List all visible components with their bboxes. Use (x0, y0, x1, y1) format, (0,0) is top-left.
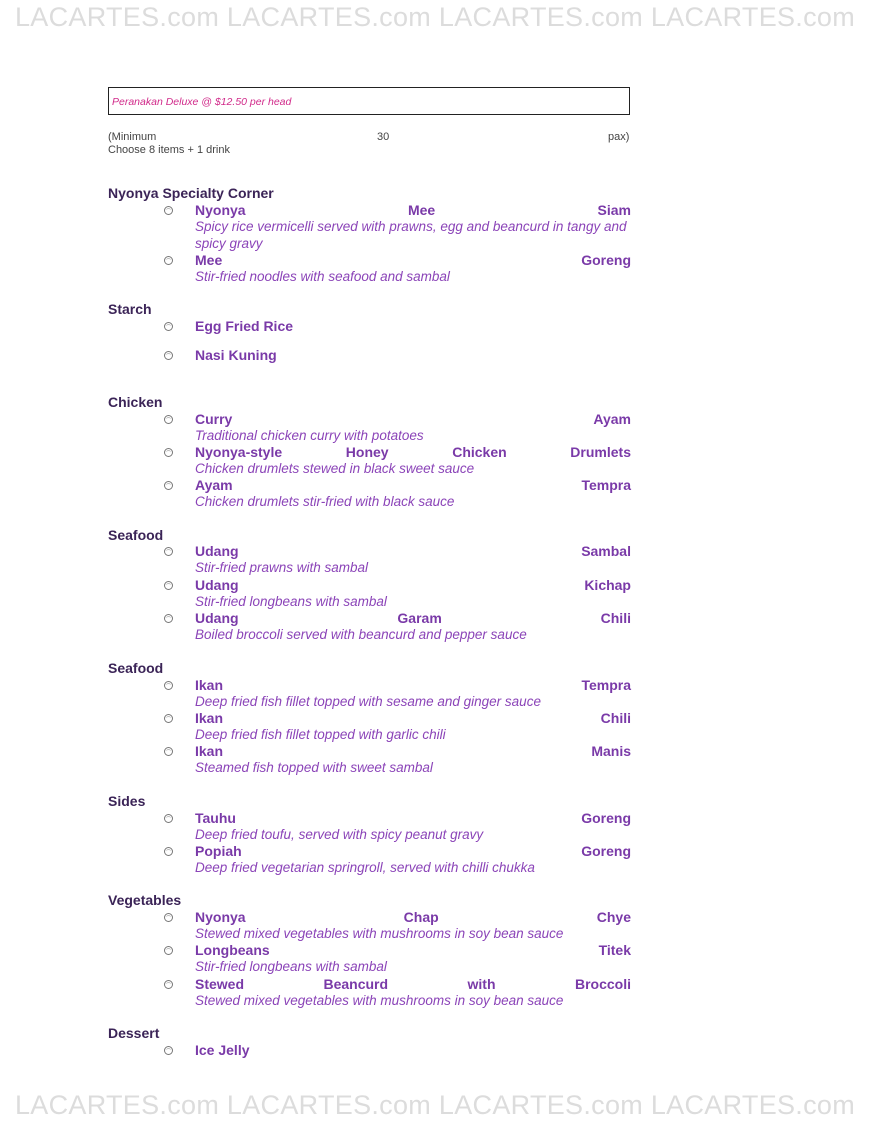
item-name-word: Goreng (581, 252, 631, 268)
item-name-word: Popiah (195, 843, 242, 859)
item-name-word: Stewed (195, 976, 245, 992)
item-description: Chicken drumlets stir-fried with black sauce (195, 494, 455, 509)
item-name-word: Mee (195, 252, 223, 268)
radio-option[interactable] (164, 847, 173, 856)
item-description: Boiled broccoli served with beancurd and pepper sauce (195, 627, 527, 642)
item-description: Spicy rice vermicelli served with prawns, egg and beancurd in tangy and spicy gravy (195, 219, 627, 251)
item-name-word: Sambal (581, 543, 631, 559)
item-name-word: Drumlets (570, 444, 631, 460)
item-name-word: Ice Jelly (195, 1042, 250, 1058)
item-name-word: Goreng (581, 810, 631, 826)
item-name-word: Chap (403, 909, 439, 925)
item-name-word: Siam (597, 202, 631, 218)
section-title: Starch (108, 301, 152, 317)
item-name (195, 577, 631, 593)
item-name-word: Mee (407, 202, 436, 218)
item-description: Stewed mixed vegetables with mushrooms in soy bean sauce (195, 993, 564, 1008)
item-name (195, 202, 631, 218)
item-name-word: Ayam (593, 411, 631, 427)
radio-option[interactable] (164, 980, 173, 989)
item-name (195, 810, 631, 826)
item-name-word: Broccoli (574, 976, 631, 992)
item-name (195, 610, 631, 626)
radio-option[interactable] (164, 206, 173, 215)
radio-option[interactable] (164, 547, 173, 556)
item-name (195, 1042, 631, 1058)
item-description: Deep fried vegetarian springroll, served with chilli chukka (195, 860, 535, 875)
item-name-word: Titek (598, 942, 631, 958)
item-name-word: Garam (397, 610, 442, 626)
section-title: Nyonya Specialty Corner (108, 185, 274, 201)
minimum-label: (Minimum (108, 131, 157, 143)
item-name-word: Udang (195, 577, 239, 593)
item-name-word: with (467, 976, 496, 992)
item-description: Chicken drumlets stewed in black sweet sauce (195, 461, 475, 476)
item-name-word: Udang (195, 610, 239, 626)
item-name-word: Kichap (584, 577, 631, 593)
item-name-word: Curry (195, 411, 233, 427)
item-name-word: Udang (195, 543, 239, 559)
section-title: Chicken (108, 394, 163, 410)
minimum-unit: pax) (608, 131, 630, 143)
radio-option[interactable] (164, 714, 173, 723)
section-title: Sides (108, 793, 146, 809)
item-name-word: Goreng (581, 843, 631, 859)
menu-title-box (108, 87, 630, 115)
item-name-word: Ikan (195, 710, 224, 726)
item-description: Traditional chicken curry with potatoes (195, 428, 424, 443)
item-name-word: Longbeans (195, 942, 270, 958)
item-name (195, 843, 631, 859)
radio-option[interactable] (164, 581, 173, 590)
item-description: Stir-fried longbeans with sambal (195, 594, 387, 609)
item-name-word: Tempra (581, 677, 631, 693)
radio-option[interactable] (164, 946, 173, 955)
item-description: Steamed fish topped with sweet sambal (195, 760, 433, 775)
item-name-word: Ikan (195, 743, 224, 759)
item-description: Deep fried fish fillet topped with sesame and ginger sauce (195, 694, 541, 709)
item-description: Stir-fried longbeans with sambal (195, 959, 387, 974)
item-name (195, 347, 631, 363)
section-title: Seafood (108, 527, 164, 543)
radio-option[interactable] (164, 481, 173, 490)
radio-option[interactable] (164, 913, 173, 922)
radio-option[interactable] (164, 415, 173, 424)
item-name-word: Nyonya (195, 909, 246, 925)
radio-option[interactable] (164, 256, 173, 265)
item-name (195, 444, 631, 460)
choose-instructions: Choose 8 items + 1 drink (108, 144, 230, 156)
item-name-word: Nyonya (195, 202, 246, 218)
item-name-word: Nasi Kuning (195, 347, 277, 363)
radio-option[interactable] (164, 322, 173, 331)
item-name-word: Tempra (581, 477, 631, 493)
radio-option[interactable] (164, 1046, 173, 1055)
section-title: Seafood (108, 660, 164, 676)
item-name (195, 318, 631, 334)
item-name (195, 909, 631, 925)
radio-option[interactable] (164, 814, 173, 823)
item-name (195, 543, 631, 559)
menu-title: Peranakan Deluxe @ $12.50 per head (112, 96, 292, 108)
radio-option[interactable] (164, 747, 173, 756)
section-title: Vegetables (108, 892, 182, 908)
item-name-word: Beancurd (323, 976, 389, 992)
item-name (195, 942, 631, 958)
watermark-top: LACARTES.com LACARTES.com LACARTES.com LACARTES.com (14, 2, 856, 32)
item-description: Stewed mixed vegetables with mushrooms in soy bean sauce (195, 926, 564, 941)
item-name (195, 710, 631, 726)
item-name (195, 743, 631, 759)
item-name-word: Ikan (195, 677, 224, 693)
item-name-word: Chye (596, 909, 631, 925)
item-name (195, 976, 631, 992)
item-name (195, 677, 631, 693)
item-name (195, 252, 631, 268)
radio-option[interactable] (164, 681, 173, 690)
radio-option[interactable] (164, 351, 173, 360)
minimum-value: 30 (377, 131, 390, 143)
item-name-word: Ayam (195, 477, 233, 493)
item-description: Deep fried toufu, served with spicy peanut gravy (195, 827, 484, 842)
item-name-word: Tauhu (195, 810, 236, 826)
item-description: Stir-fried prawns with sambal (195, 560, 369, 575)
item-name-word: Manis (591, 743, 631, 759)
item-name (195, 477, 631, 493)
item-name-word: Chicken (452, 444, 507, 460)
watermark-bottom: LACARTES.com LACARTES.com LACARTES.com LACARTES.com (14, 1090, 856, 1120)
item-name-word: Chili (600, 710, 631, 726)
item-name (195, 411, 631, 427)
item-name-word: Chili (600, 610, 631, 626)
radio-option[interactable] (164, 448, 173, 457)
item-name-word: Nyonya-style (195, 444, 283, 460)
item-description: Deep fried fish fillet topped with garlic chili (195, 727, 446, 742)
radio-option[interactable] (164, 614, 173, 623)
item-description: Stir-fried noodles with seafood and sambal (195, 269, 450, 284)
section-title: Dessert (108, 1025, 160, 1041)
item-name-word: Egg Fried Rice (195, 318, 294, 334)
item-name-word: Honey (345, 444, 389, 460)
